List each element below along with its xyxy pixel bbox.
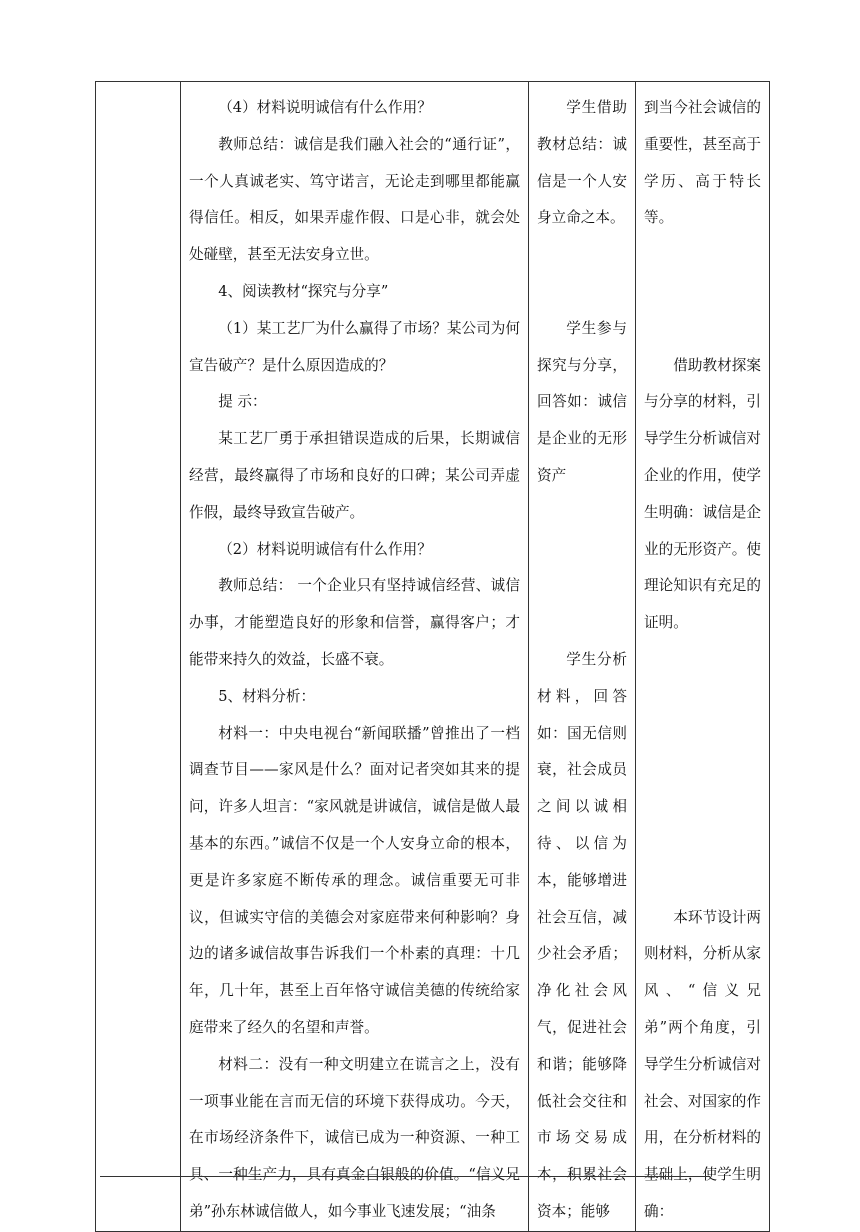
hint-label: 提 示： bbox=[218, 393, 267, 411]
design-intent bbox=[636, 82, 769, 1231]
design-intent-1: 到当今社会诚信的重要性，甚至高于学历、高于特长等。 bbox=[644, 99, 761, 227]
table-row bbox=[96, 82, 770, 1232]
section-5-heading: 5、材料分析： bbox=[218, 687, 316, 705]
footer-rule bbox=[100, 1176, 710, 1177]
design-intent-2: 借助教材探案与分享的材料，引导学生分析诚信对企业的作用，使学生明确：诚信是企业的无形资产。使理论知识有充足的证明。 bbox=[644, 356, 761, 632]
question-4: （4）材料说明诚信有什么作用？ bbox=[218, 99, 432, 116]
material-two: 材料二：没有一种文明建立在谎言之上，没有一项事业能在言而无信的环境下获得成功。今天，在市场经济条件下，诚信已成为一种资源、一种工具、一种生产力，具有真金白银般的价值。“信义兄弟”孙东林诚信做人，如今事业飞速发展；“油条 bbox=[189, 1055, 520, 1220]
lesson-plan-table bbox=[95, 81, 770, 1232]
question-1: （1）某工艺厂为什么赢得了市场？某公司为何宣告破产？是什么原因造成的？ bbox=[189, 319, 520, 374]
question-2: （2）材料说明诚信有什么作用？ bbox=[218, 540, 432, 558]
student-activity-cell bbox=[529, 82, 636, 1232]
design-intent-cell bbox=[636, 82, 770, 1232]
teaching-content bbox=[181, 82, 528, 1231]
design-intent-3: 本环节设计两则材料，分析从家风、“信义兄弟”两个角度，引导学生分析诚信对社会、对国家的作用，在分析材料的基础上，使学生明确： bbox=[644, 908, 761, 1220]
stage-column-cell bbox=[96, 82, 181, 1232]
teacher-summary-2: 教师总结： 一个企业只有坚持诚信经营、诚信办事，才能塑造良好的形象和信誉，赢得客户；才能带来持久的效益，长盛不衰。 bbox=[189, 577, 520, 668]
student-activity-3: 学生分析材料，回答如：国无信则衰，社会成员之间以诚相待、以信为本，能够增进社会互信，减少社会矛盾；净化社会风气，促进社会和谐；能够降低社会交往和市场交易成本，积累社会资本；能够 bbox=[537, 650, 627, 1220]
material-one: 材料一：中央电视台“新闻联播”曾推出了一档调查节目——家风是什么？面对记者突如其来的提问，许多人坦言：“家风就是讲诚信，诚信是做人最基本的东西。”诚信不仅是一个人安身立命的根本，更是许多家庭不断传承的理念。诚信重要无可非议，但诚实守信的美德会对家庭带来何种影响？身边的诸多诚信故事告诉我们一个朴素的真理：十几年，几十年，甚至上百年恪守诚信美德的传统给家庭带来了经久的名望和声誉。 bbox=[189, 724, 520, 1036]
section-4-heading: 4、阅读教材“探究与分享” bbox=[218, 282, 389, 300]
teacher-summary-1: 教师总结：诚信是我们融入社会的“通行证”，一个人真诚老实、笃守诺言，无论走到哪里都能赢得信任。相反，如果弄虚作假、口是心非，就会处处碰壁，甚至无法安身立世。 bbox=[189, 135, 520, 264]
hint-text: 某工艺厂勇于承担错误造成的后果，长期诚信经营，最终赢得了市场和良好的口碑；某公司弄虚作假，最终导致宣告破产。 bbox=[189, 430, 520, 521]
teaching-content-cell bbox=[181, 82, 529, 1232]
student-activity bbox=[529, 82, 635, 1231]
student-activity-1: 学生借助教材总结：诚信是一个人安身立命之本。 bbox=[537, 99, 627, 227]
student-activity-2: 学生参与探究与分享，回答如：诚信是企业的无形资产 bbox=[537, 319, 627, 484]
